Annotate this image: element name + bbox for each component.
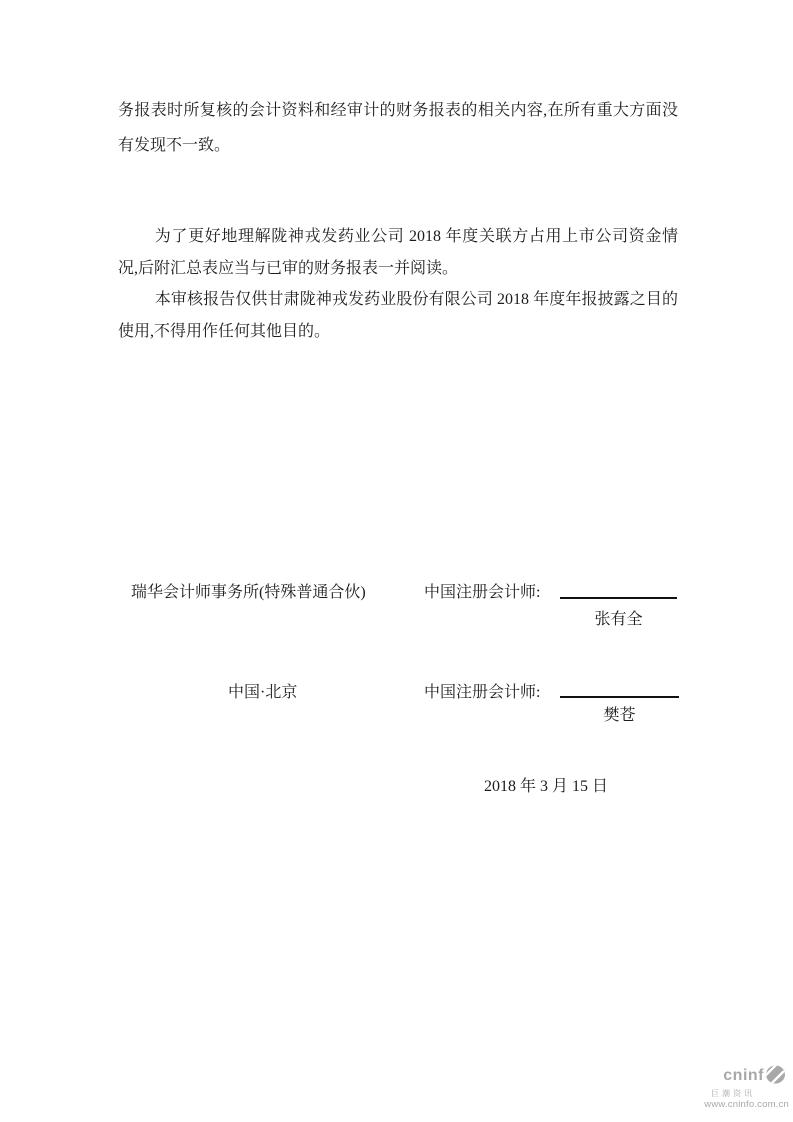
paragraph-purpose: 为了更好地理解陇神戎发药业公司 2018 年度关联方占用上市公司资金情况,后附汇总表应当与已审的财务报表一并阅读。: [118, 228, 678, 277]
paragraph-restriction: 本审核报告仅供甘肃陇神戎发药业股份有限公司 2018 年度年报披露之目的使用,不得用作任何其他目的。: [118, 291, 678, 340]
cninfo-logo-row: [704, 1065, 786, 1088]
cninfo-brand-name: 巨潮资讯: [711, 1088, 755, 1098]
signer-name-1: 张有全: [594, 611, 643, 628]
cninfo-logo-text: cninf: [723, 1067, 764, 1084]
cninfo-watermark: [704, 1065, 789, 1110]
cninfo-swirl-icon: [765, 1065, 786, 1088]
cpa-label-2: 中国注册会计师:: [424, 684, 541, 701]
firm-location: 中国·北京: [228, 684, 298, 701]
signer-name-2: 樊苍: [603, 707, 636, 724]
audit-firm-name: 瑞华会计师事务所(特殊普通合伙): [131, 584, 366, 601]
body-paragraphs: [118, 221, 678, 347]
report-date: 2018 年 3 月 15 日: [484, 778, 609, 795]
signature-line-1: [560, 597, 677, 599]
cninfo-website-url: www.cninfo.com.cn: [704, 1098, 789, 1110]
signature-line-2: [560, 696, 679, 698]
cpa-label-1: 中国注册会计师:: [424, 584, 541, 601]
paragraph-continuation: 务报表时所复核的会计资料和经审计的财务报表的相关内容,在所有重大方面没有发现不一致。: [118, 102, 678, 154]
